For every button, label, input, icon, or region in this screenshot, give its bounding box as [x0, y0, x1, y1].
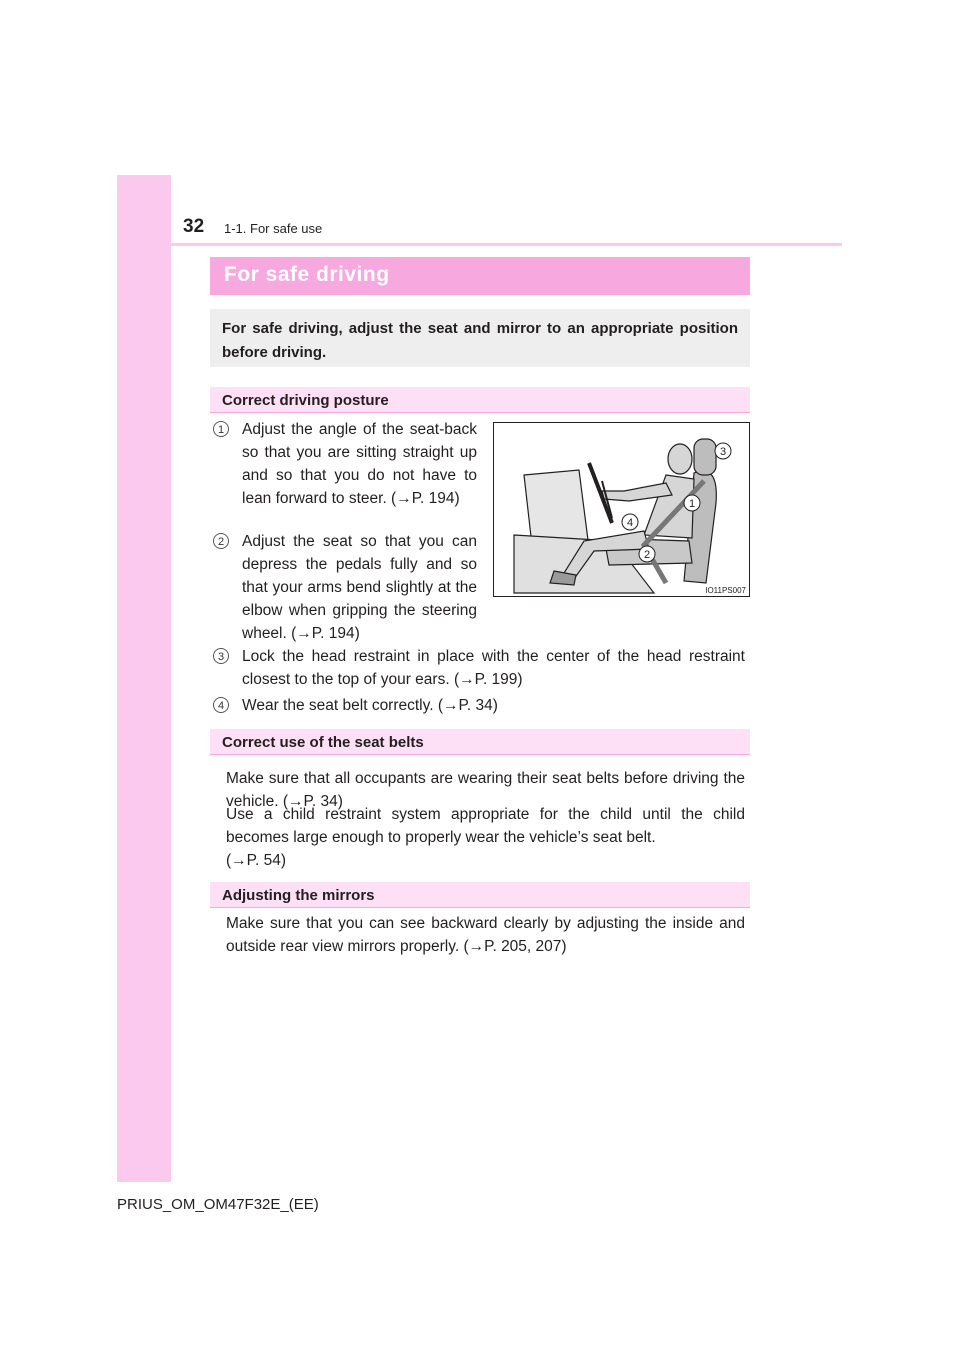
posture-item-1: Adjust the angle of the seat-back so that you are sitting straight up and so that you do not have to lean forward to steer. (→P. 194) [242, 421, 477, 507]
item-number-3: 3 [213, 648, 229, 664]
header-rule [117, 243, 842, 246]
figure-callout-1: 1 [688, 498, 696, 510]
figure-callout-4: 4 [626, 517, 634, 529]
heading-driving-posture [210, 387, 750, 413]
mirrors-paragraph-1: Make sure that you can see backward clearly by adjusting the inside and outside rear view mirrors properly. (→P. 205, 207) [226, 915, 745, 955]
figure-callout-3: 3 [719, 446, 727, 458]
heading-mirrors-text: Adjusting the mirrors [222, 887, 375, 904]
item-number-1: 1 [213, 421, 229, 437]
posture-item-3: Lock the head restraint in place with the center of the head restraint closest to the top of your ears. (→P. 199) [242, 648, 745, 688]
seatbelts-reference: (→P. 54) [226, 852, 287, 869]
seatbelts-paragraph-1: Make sure that all occupants are wearing their seat belts before driving the vehicle. (→P. 34) [226, 770, 745, 810]
driver-seat-illustration [494, 423, 749, 596]
page-number: 32 [183, 216, 205, 237]
footer-code: PRIUS_OM_OM47F32E_(EE) [117, 1196, 319, 1213]
item-number-4: 4 [213, 697, 229, 713]
side-tab-bar [117, 175, 171, 1182]
posture-item-4: Wear the seat belt correctly. (→P. 34) [242, 697, 498, 714]
intro-box [210, 309, 750, 367]
figure-code: IO11PS007 [705, 586, 746, 595]
title-band [210, 257, 750, 295]
heading-seat-belts-text: Correct use of the seat belts [222, 734, 424, 751]
seatbelts-paragraph-2: Use a child restraint system appropriate for the child until the child becomes large enough to properly wear the vehicle’s seat belt. [226, 806, 745, 846]
section-label: 1-1. For safe use [224, 221, 323, 236]
item-number-2: 2 [213, 533, 229, 549]
posture-item-2: Adjust the seat so that you can depress the pedals fully and so that your arms bend slightly at the elbow when gripping the steering wheel. (→P. 194) [242, 533, 477, 642]
intro-text: For safe driving, adjust the seat and mirror to an appropriate position before driving. [222, 320, 738, 361]
figure-callout-2: 2 [643, 549, 651, 561]
driving-posture-figure [493, 422, 750, 597]
heading-driving-posture-text: Correct driving posture [222, 392, 389, 409]
heading-seat-belts [210, 729, 750, 755]
heading-mirrors [210, 882, 750, 908]
page-title: For safe driving [224, 263, 390, 286]
